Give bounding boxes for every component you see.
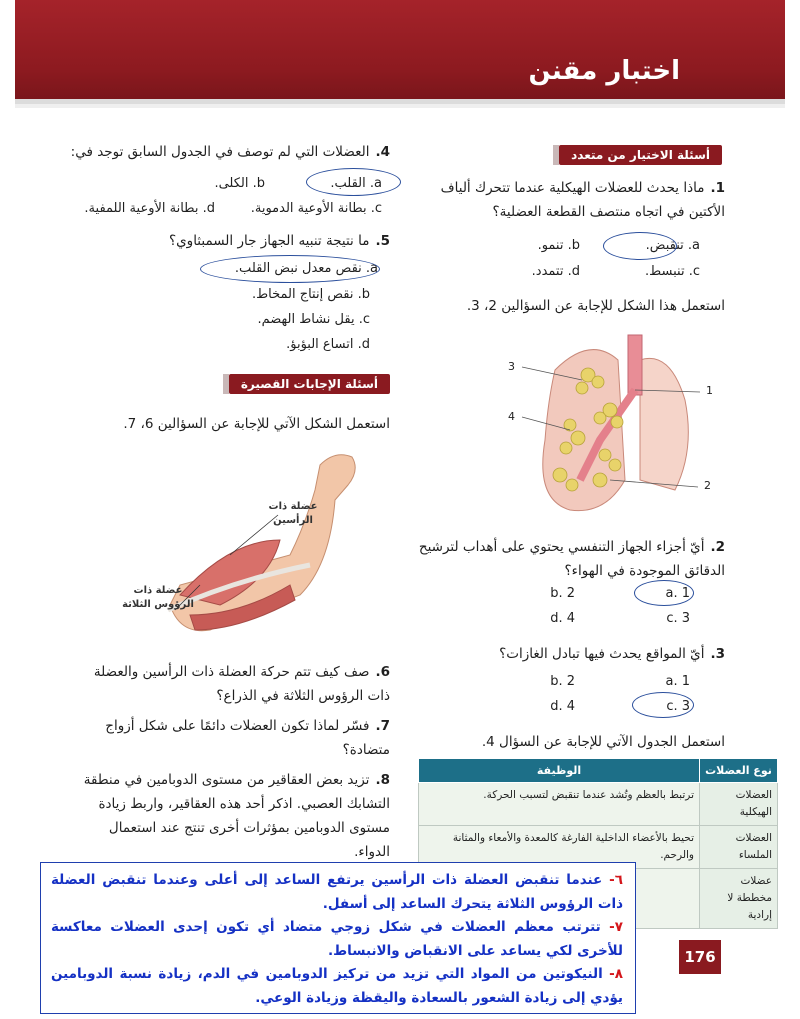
page-number: 176 bbox=[679, 940, 721, 974]
answer-6: ٦- عندما تنقبض العضلة ذات الرأسين يرتفع الساعد إلى أعلى وعندما تنقبض العضلة ذات الرؤوس الثلاثة يتحرك الساعد إلى أسفل. bbox=[51, 872, 623, 912]
table-header-type: نوع العضلات bbox=[700, 759, 778, 783]
question-8: 8.تزيد بعض العقاقير من مستوى الدوبامين في منطقة التشابك العصبي. اذكر أحد هذه العقاقير، واربط زيادة مستوى الدوبامين بمؤثرات أخرى تنتج عند استعمال الدواء. bbox=[83, 772, 390, 860]
lungs-figure bbox=[500, 330, 730, 520]
q1-option-a[interactable]: a. تنقبض. bbox=[645, 238, 700, 253]
q3-answer-circle bbox=[632, 692, 694, 718]
biceps-label: عضلة ذات الرأسين bbox=[268, 501, 318, 526]
question-1: 1.ماذا يحدث للعضلات الهيكلية عندما تتحرك ألياف الأكتين في اتجاه منتصف القطعة العضلية؟ bbox=[440, 180, 725, 220]
header-band bbox=[15, 0, 785, 104]
table-instruction: استعمل الجدول الآتي للإجابة عن السؤال 4. bbox=[481, 734, 725, 750]
page-title: اختبار مقنن bbox=[528, 56, 680, 86]
answer-7: ٧- تترتب معظم العضلات في شكل زوجي متضاد أي تكون إحدى العضلات معاكسة للأخرى لكي يساعد على الانقباض والانبساط. bbox=[51, 919, 623, 959]
q4-answer-circle bbox=[306, 168, 401, 196]
short-answer-section-tag: أسئلة الإجابات القصيرة bbox=[229, 374, 390, 394]
question-5: 5.ما نتيجة تنبيه الجهاز جار السمبثاوي؟ bbox=[168, 233, 390, 249]
q2-option-c[interactable]: c. 3 bbox=[666, 611, 690, 626]
question-6: 6.صف كيف تتم حركة العضلة ذات الرأسين والعضلة ذات الرؤوس الثلاثة في الذراع؟ bbox=[93, 664, 390, 704]
q4-option-d[interactable]: d. بطانة الأوعية اللمفية. bbox=[84, 201, 215, 216]
q1-option-c[interactable]: c. تنبسط. bbox=[645, 264, 700, 279]
q5-option-b[interactable]: b. نقص إنتاج المخاط. bbox=[251, 287, 370, 302]
q3-option-d[interactable]: d. 4 bbox=[550, 699, 575, 714]
table-cell-type: العضلات الملساء bbox=[700, 826, 778, 869]
lungs-label-4: 4 bbox=[508, 410, 515, 423]
q1-option-d[interactable]: d. تتمدد. bbox=[531, 264, 580, 279]
table-row bbox=[419, 783, 778, 826]
q3-option-b[interactable]: b. 2 bbox=[550, 674, 575, 689]
table-header-function: الوظيفة bbox=[419, 759, 700, 783]
lungs-label-3: 3 bbox=[508, 360, 515, 373]
table-cell-type: عضلات مخططة لا إرادية bbox=[700, 869, 778, 929]
table-cell-function: ترتبط بالعظم وتُشد عندما تنقبض لتسبب الحركة. bbox=[419, 783, 700, 826]
table-cell-type: العضلات الهيكلية bbox=[700, 783, 778, 826]
question-4: 4.العضلات التي لم توصف في الجدول السابق توجد في: bbox=[70, 144, 390, 160]
q3-option-a[interactable]: a. 1 bbox=[665, 674, 690, 689]
q4-option-a[interactable]: a. القلب. bbox=[330, 176, 382, 191]
question-7: 7.فسّر لماذا تكون العضلات دائمًا على شكل أزواج متضادة؟ bbox=[105, 718, 390, 758]
triceps-label: عضلة ذات الرؤوس الثلاثة bbox=[122, 585, 194, 610]
q5-option-a[interactable]: a. نقص معدل نبض القلب. bbox=[234, 261, 378, 276]
question-3: 3.أيّ المواقع يحدث فيها تبادل الغازات؟ bbox=[499, 646, 725, 662]
q2-option-b[interactable]: b. 2 bbox=[550, 586, 575, 601]
q5-option-c[interactable]: c. يقل نشاط الهضم. bbox=[257, 312, 370, 327]
lungs-label-2: 2 bbox=[704, 479, 711, 492]
q5-option-d[interactable]: d. اتساع البؤبؤ. bbox=[286, 337, 370, 352]
arm-figure-instruction: استعمل الشكل الآتي للإجابة عن السؤالين 6، 7. bbox=[123, 416, 390, 432]
q2-answer-circle bbox=[634, 580, 694, 606]
arm-figure bbox=[120, 445, 390, 645]
lungs-figure-instruction: استعمل هذا الشكل للإجابة عن السؤالين 2، 3. bbox=[466, 298, 725, 314]
question-2: 2.أيّ أجزاء الجهاز التنفسي يحتوي على أهداب لترشيح الدقائق الموجودة في الهواء؟ bbox=[418, 539, 725, 579]
answer-box bbox=[40, 862, 636, 1014]
q5-answer-circle bbox=[200, 255, 380, 283]
q2-option-d[interactable]: d. 4 bbox=[550, 611, 575, 626]
q1-answer-circle bbox=[603, 232, 677, 260]
table-cell-function: تحيط بالأعضاء الداخلية الفارغة كالمعدة والأمعاء والمثانة والرحم. bbox=[419, 826, 700, 869]
q1-option-b[interactable]: b. تنمو. bbox=[537, 238, 580, 253]
answer-8: ٨- النيكوتين من المواد التي تزيد من تركيز الدوبامين في الدم، زيادة نسبة الدوبامين يؤدي إلى زيادة الشعور بالسعادة واليقظة وزيادة الوعي. bbox=[51, 966, 623, 1006]
q4-option-b[interactable]: b. الكلى. bbox=[214, 176, 265, 191]
mcq-section-tag: أسئلة الاختيار من متعدد bbox=[559, 145, 722, 165]
lungs-label-1: 1 bbox=[706, 384, 713, 397]
q4-option-c[interactable]: c. بطانة الأوعية الدموية. bbox=[250, 201, 382, 216]
q2-option-a[interactable]: a. 1 bbox=[665, 586, 690, 601]
q3-option-c[interactable]: c. 3 bbox=[666, 699, 690, 714]
